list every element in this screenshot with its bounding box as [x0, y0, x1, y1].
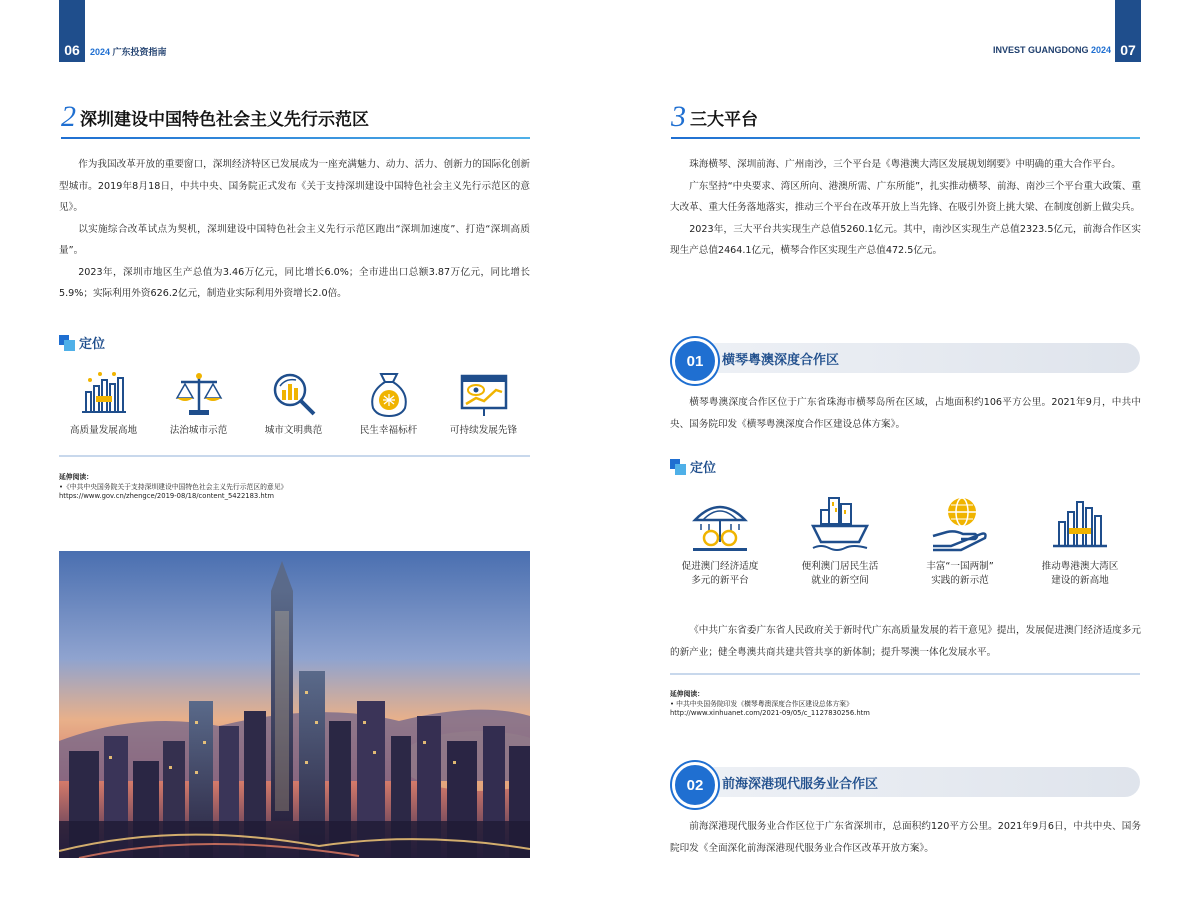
right-positioning-heading: [670, 457, 716, 476]
zone-01-heading: [670, 343, 1140, 373]
extended-reading-item: • 中共中央国务院印发《横琴粤澳深度合作区建设总体方案》: [670, 699, 853, 708]
right-paragraph: 2023年，三大平台共实现生产总值5260.1亿元。其中，南沙区实现生产总值2323.5亿元，前海合作区实现生产总值2464.1亿元，横琴合作区实现生产总值472.5亿元。: [670, 223, 1141, 256]
growth-chart-icon: [78, 370, 130, 418]
zone-01-text: 横琴粤澳深度合作区位于广东省珠海市横琴岛所在区域，占地面积约106平方公里。2021年9月，中共中央、国务院印发《横琴粤澳深度合作区建设总体方案》。: [670, 397, 1141, 430]
zone-01-policy: [670, 620, 1141, 663]
umbrella-coins-icon: [689, 492, 751, 554]
right-paragraph: 珠海横琴、深圳前海、广州南沙，三个平台是《粤港澳大湾区发展规划纲要》中明确的重大合作平台。: [689, 159, 1121, 170]
zone-number-badge: 02: [672, 762, 718, 808]
zone-number-badge: 01: [672, 338, 718, 384]
right-extended-reading: [670, 690, 1141, 719]
left-section-title: [61, 100, 369, 133]
icon-item: [780, 492, 900, 588]
icon-item: [151, 370, 246, 438]
icon-label-line: 推动粤港澳大湾区: [1041, 561, 1119, 572]
left-title-rule: [61, 137, 530, 139]
extended-reading-link[interactable]: http://www.xinhuanet.com/2021-09/05/c_1127830256.htm: [670, 709, 870, 717]
magnifier-chart-icon: [268, 370, 320, 418]
right-running-header: [993, 45, 1111, 55]
zone-01-policy-text: 《中共广东省委广东省人民政府关于新时代广东高质量发展的若干意见》提出，发展促进澳门经济适度多元的新产业；健全粤澳共商共建共管共享的新体制；提升琴澳一体化发展水平。: [670, 625, 1141, 658]
icon-label-line: 多元的新平台: [691, 575, 749, 586]
left-icon-row: [56, 370, 531, 438]
hand-globe-icon: [929, 492, 991, 554]
extended-reading-item: •《中共中央国务院关于支持深圳建设中国特色社会主义先行示范区的意见》: [59, 482, 288, 491]
right-page-number: 07: [1115, 0, 1141, 62]
icon-label-line: 丰富“一国两制”: [926, 561, 994, 572]
icon-label: 法治城市示范: [169, 425, 228, 436]
zone-02-text: 前海深港现代服务业合作区位于广东省深圳市，总面积约120平方公里。2021年9月6日，中共中央、国务院印发《全面深化前海深港现代服务业合作区改革开放方案》。: [670, 821, 1141, 854]
right-section-number: 3: [671, 100, 686, 133]
right-divider: [670, 673, 1140, 675]
right-section-heading: 三大平台: [690, 110, 758, 130]
icon-label: 城市文明典范: [264, 425, 323, 436]
left-page-number: 06: [59, 0, 85, 62]
skyline-illustration: [59, 551, 530, 858]
icon-label: [1042, 560, 1119, 588]
presentation-board-icon: [458, 370, 510, 418]
scales-icon: [173, 370, 225, 418]
left-paragraph: 2023年，深圳市地区生产总值为3.46万亿元，同比增长6.0%；全市进出口总额3.87万亿元，同比增长5.9%；实际利用外资626.2亿元，制造业实际利用外资增长2.0倍。: [59, 266, 530, 299]
icon-label-line: 促进澳门经济适度: [681, 561, 759, 572]
ship-buildings-icon: [809, 492, 871, 554]
right-paragraph: 广东坚持“中央要求、湾区所向、港澳所需、广东所能”，扎实推动横琴、前海、南沙三个平台重大政策、重大改革、重大任务落地落实，推动三个平台在改革开放上当先锋、在吸引外资上挑大梁、在制度创新上做尖兵。: [670, 180, 1141, 213]
shenzhen-skyline-photo: [59, 551, 530, 858]
icon-label-line: 就业的新空间: [811, 575, 869, 586]
money-bag-icon: [363, 370, 415, 418]
square-bullet-icon: [670, 459, 686, 475]
icon-label: [802, 560, 879, 588]
right-header-year: 2024: [1091, 45, 1112, 55]
icon-item: [660, 492, 780, 588]
icon-item: [246, 370, 341, 438]
extended-reading-label: 延伸阅读：: [59, 473, 93, 481]
zone-title: 前海深港现代服务业合作区: [722, 776, 879, 792]
positioning-label: 定位: [690, 461, 717, 476]
left-extended-reading: [59, 473, 530, 502]
icon-label-line: 建设的新高地: [1051, 575, 1109, 586]
icon-label: 高质量发展高地: [69, 425, 138, 436]
bar-chart-icon: [1049, 492, 1111, 554]
left-positioning-heading: [59, 333, 105, 352]
zone-02-heading: [670, 767, 1140, 797]
right-intro-text: [670, 154, 1141, 262]
extended-reading-label: 延伸阅读：: [670, 690, 704, 698]
left-running-header: [90, 45, 167, 58]
icon-label: 可持续发展先锋: [449, 425, 518, 436]
icon-label: [926, 560, 994, 588]
icon-label-line: 便利澳门居民生活: [801, 561, 879, 572]
right-icon-row: [660, 492, 1140, 588]
icon-item: [1020, 492, 1140, 588]
icon-item: [56, 370, 151, 438]
icon-item: [436, 370, 531, 438]
positioning-label: 定位: [79, 337, 106, 352]
zone-02-description: [670, 816, 1141, 859]
extended-reading-link[interactable]: https://www.gov.cn/zhengce/2019-08/18/content_5422183.htm: [59, 492, 275, 500]
icon-label-line: 实践的新示范: [931, 575, 989, 586]
left-header-title: 广东投资指南: [112, 47, 167, 57]
right-title-rule: [671, 137, 1140, 139]
zone-title: 横琴粤澳深度合作区: [722, 352, 840, 368]
icon-item: [900, 492, 1020, 588]
right-section-title: [671, 100, 758, 133]
left-paragraph: 以实施综合改革试点为契机，深圳建设中国特色社会主义先行示范区跑出“深圳加速度”、打造“深圳高质量”。: [59, 223, 530, 256]
icon-item: [341, 370, 436, 438]
left-divider: [59, 455, 530, 457]
left-paragraph: 作为我国改革开放的重要窗口，深圳经济特区已发展成为一座充满魅力、动力、活力、创新力的国际化创新型城市。2019年8月18日，中共中央、国务院正式发布《关于支持深圳建设中国特色社会主义先行示范区的意见》。: [59, 159, 530, 213]
icon-label: 民生幸福标杆: [359, 425, 418, 436]
right-header-title: INVEST GUANGDONG: [993, 45, 1089, 55]
square-bullet-icon: [59, 335, 75, 351]
icon-label: [682, 560, 759, 588]
left-section-heading: 深圳建设中国特色社会主义先行示范区: [80, 110, 369, 130]
left-intro-text: [59, 154, 530, 305]
left-header-year: 2024: [90, 47, 111, 57]
zone-01-description: [670, 392, 1141, 435]
left-section-number: 2: [61, 100, 76, 133]
